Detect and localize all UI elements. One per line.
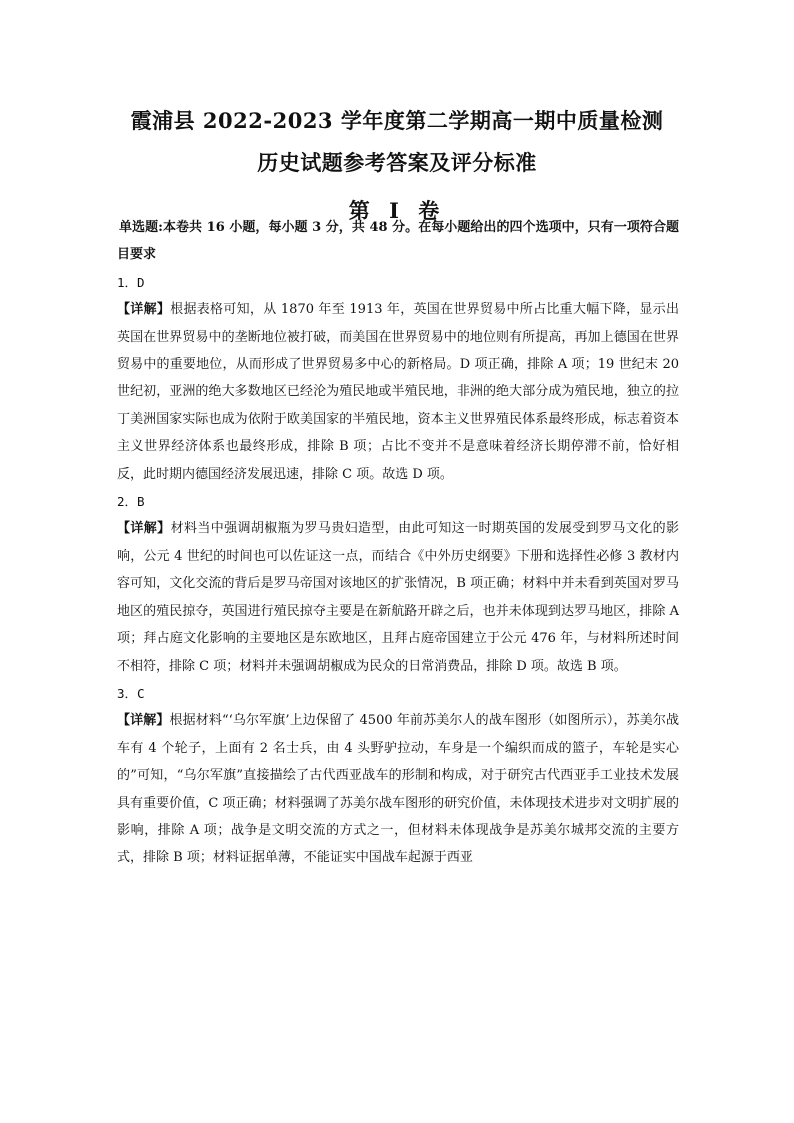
- explanation-text: 根据表格可知，从 1870 年至 1913 年，英国在世界贸易中所占比重大幅下降，显示出英国在世界贸易中的垄断地位被打破，而美国在世界贸易中的地位则有所提高，再加上德国在世界贸易中的重要地位，从而形成了世界贸易多中心的新格局。D 项正确，排除 A 项；19 世纪末 20 世纪初，亚洲的绝大多数地区已经沦为殖民地或半殖民地，非洲的绝大部分成为殖民地，独立的拉丁美洲国家实际也成为依附于欧美国家的半殖民地，资本主义世界殖民体系最终形成，标志着资本主义世界经济体系也最终形成，排除 B 项；占比不变并不是意味着经济长期停滞不前，恰好相反，此时期内德国经济发展迅速，排除 C 项。故选 D 项。: [117, 302, 679, 482]
- explanation-tag: 【详解】: [117, 521, 171, 537]
- explanation-tag: 【详解】: [117, 713, 170, 729]
- section-heading: 第 Ⅰ 卷: [348, 198, 446, 223]
- section-intro: 单选题:本卷共 16 小题，每小题 3 分，共 48 分。在每小题给出的四个选项中，只有一项符合题目要求: [117, 220, 679, 263]
- document-subtitle: 历史试题参考答案及评分标准: [257, 150, 537, 175]
- question-2-explanation: [117, 515, 679, 679]
- document-body: [117, 214, 679, 872]
- question-3-explanation: [117, 707, 679, 871]
- explanation-text: 材料当中强调胡椒瓶为罗马贵妇造型，由此可知这一时期英国的发展受到罗马文化的影响，公元 4 世纪的时间也可以佐证这一点，而结合《中外历史纲要》下册和选择性必修 3 教材内容可知，文化交流的背后是罗马帝国对该地区的扩张情况，B 项正确；材料中并未看到英国对罗马地区的殖民掠夺，英国进行殖民掠夺主要是在新航路开辟之后，也并未体现到达罗马地区，排除 A 项；拜占庭文化影响的主要地区是东欧地区，且拜占庭帝国建立于公元 476 年，与材料所述时间不相符，排除 C 项；材料并未强调胡椒成为民众的日常消费品，排除 D 项。故选 B 项。: [117, 521, 679, 674]
- document-title: 霞浦县 2022-2023 学年度第二学期高一期中质量检测: [130, 108, 664, 133]
- question-3-answer: 3．C: [117, 685, 145, 701]
- explanation-text: 根据材料“‘乌尔军旗’上边保留了 4500 年前苏美尔人的战车图形（如图所示），苏美尔战车有 4 个轮子，上面有 2 名士兵，由 4 头野驴拉动，车身是一个编织而成的篮子，车轮是实心的”可知，“乌尔军旗”直接描绘了古代西亚战车的形制和构成，对于研究古代西亚手工业技术发展具有重要价值，C 项正确；材料强调了苏美尔战车图形的研究价值，未体现技术进步对文明扩展的影响，排除 A 项；战争是文明交流的方式之一，但材料未体现战争是苏美尔城邦交流的主要方式，排除 B 项；材料证据单薄，不能证实中国战车起源于西亚: [117, 713, 679, 866]
- question-2-answer: 2．B: [117, 494, 145, 510]
- question-1-explanation: [117, 296, 679, 488]
- question-1-answer: 1．D: [117, 274, 145, 290]
- explanation-tag: 【详解】: [117, 302, 171, 318]
